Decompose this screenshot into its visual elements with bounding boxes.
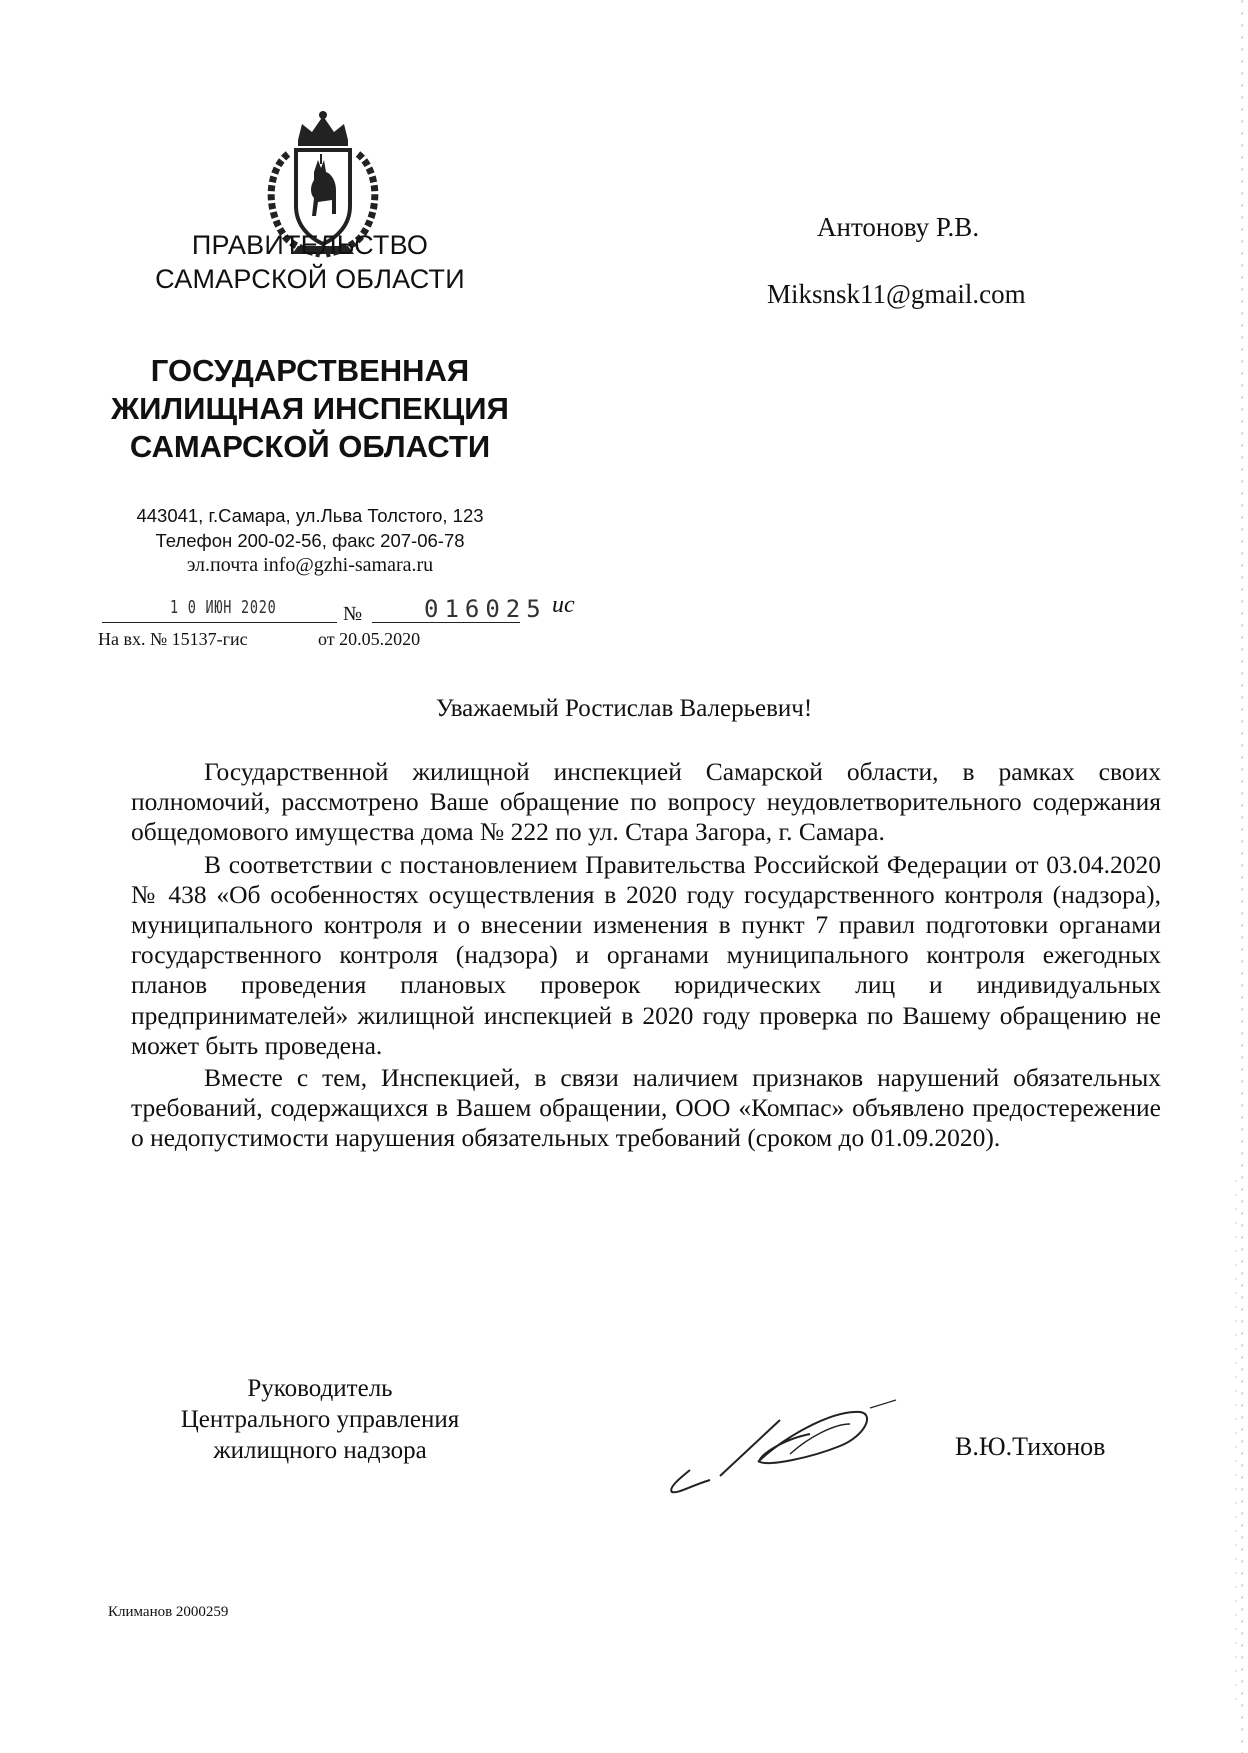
greeting: Уважаемый Ростислав Валерьевич! xyxy=(435,695,813,722)
recipient-email: Miksnsk11@gmail.com xyxy=(767,279,1026,309)
inspection-name xyxy=(80,352,540,466)
government-line: САМАРСКОЙ ОБЛАСТИ xyxy=(155,264,465,294)
paragraph: Государственной жилищной инспекцией Самарской области, в рамках своих полномочий, рассмотрено Ваше обращение по вопросу неудовлетворительного содержания общедомового имущества дома № 222 по ул. Стара Загора, г. Самара. xyxy=(131,757,1161,847)
registration-suffix: ис xyxy=(552,592,575,618)
address: 443041, г.Самара, ул.Льва Толстого, 123 xyxy=(136,505,484,526)
letter-body xyxy=(131,757,1161,1156)
government-name xyxy=(100,228,520,296)
handwritten-signature xyxy=(660,1380,910,1500)
executor-info: Климанов 2000259 xyxy=(108,1604,229,1620)
email-line xyxy=(90,553,530,578)
paragraph: В соответствии с постановлением Правительства Российской Федерации от 03.04.2020 № 438 «Об особенностях осуществления в 2020 году государственного контроля (надзора), муниципального контроля и о внесении изменения в пункт 7 правил подготовки органами государственного контроля (надзора) и органами муниципального контроля ежегодных планов проведения плановых проверок юридических лиц и индивидуальных предпринимателей» жилищной инспекцией в 2020 году проверка по Вашему обращению не может быть проведена. xyxy=(131,849,1161,1060)
email-address: info@gzhi-samara.ru xyxy=(263,554,434,576)
incoming-date: от 20.05.2020 xyxy=(318,629,421,649)
signer-name: В.Ю.Тихонов xyxy=(955,1432,1106,1461)
registration-number: 016025 xyxy=(424,595,547,623)
number-sign: № xyxy=(343,603,363,625)
phone-fax: Телефон 200-02-56, факс 207-06-78 xyxy=(155,530,465,551)
incoming-number: На вх. № 15137-гис xyxy=(98,629,248,649)
signer-title xyxy=(140,1373,500,1466)
inspection-line: ЖИЛИЩНАЯ ИНСПЕКЦИЯ xyxy=(111,391,509,426)
signer-title-line: Центрального управления xyxy=(180,1406,460,1433)
government-line: ПРАВИТЕЛЬСТВО xyxy=(191,230,429,260)
inspection-line: САМАРСКОЙ ОБЛАСТИ xyxy=(129,429,491,464)
contact-block xyxy=(90,503,530,578)
date-line xyxy=(102,622,337,623)
signer-title-line: жилищного надзора xyxy=(213,1437,427,1464)
recipient-name: Антонову Р.В. xyxy=(817,212,980,242)
paragraph: Вместе с тем, Инспекцией, в связи наличием признаков нарушений обязательных требований, содержащихся в Вашем обращении, ООО «Компас» объявлено предостережение о недопустимости нарушения обязательных требований (сроком до 01.09.2020). xyxy=(131,1063,1161,1153)
scan-edge-artifact xyxy=(1234,0,1248,1753)
date-stamp: 1 0 ИЮН 2020 xyxy=(170,597,277,618)
email-label: эл.почта xyxy=(186,554,259,576)
inspection-line: ГОСУДАРСТВЕННАЯ xyxy=(150,353,470,388)
signer-title-line: Руководитель xyxy=(247,1375,393,1402)
